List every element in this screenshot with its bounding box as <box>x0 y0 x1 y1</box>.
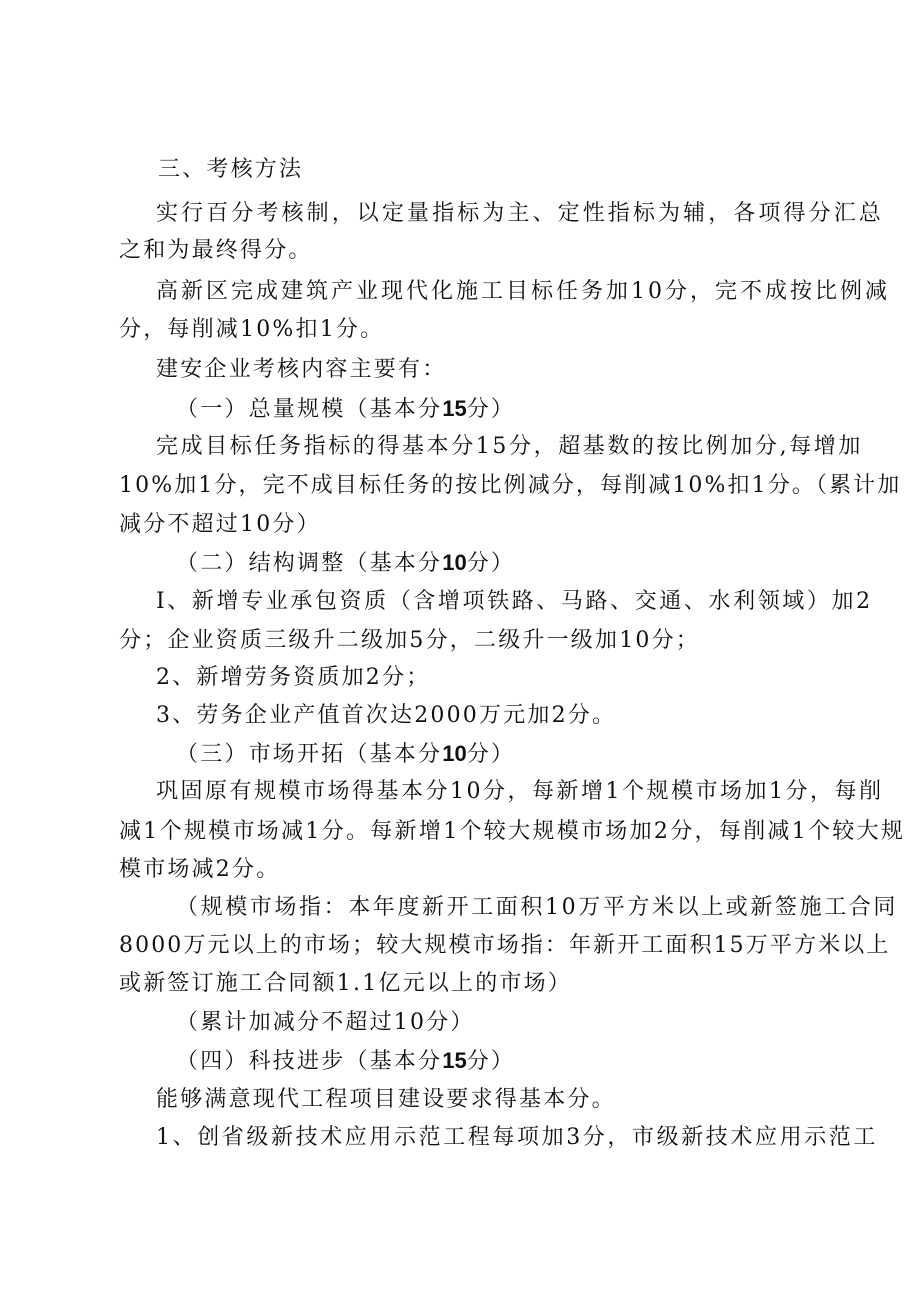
paragraph-line: （累计加减分不超过10分） <box>176 1010 475 1035</box>
subheading-text: （三）市场开拓（基本分 <box>176 742 443 767</box>
paragraph-line: 减分不超过10分） <box>119 512 321 537</box>
section-heading-assessment-method: 三、考核方法 <box>158 157 304 182</box>
paragraph-line: 减1个规模市场减1分。每新增1个较大规模市场加2分，每削减1个较大规 <box>119 819 906 844</box>
paragraph-line: 分；企业资质三级升二级加5分，二级升一级加10分； <box>119 628 700 653</box>
paragraph-line: 8000万元以上的市场；较大规模市场指：年新开工面积15万平方米以上 <box>119 933 891 958</box>
paragraph-line: 建安企业考核内容主要有： <box>156 357 447 382</box>
paragraph-line: 高新区完成建筑产业现代化施工目标任务加10分，完不成按比例减 <box>156 279 890 304</box>
paragraph-line: 能够满意现代工程项目建设要求得基本分。 <box>156 1087 616 1112</box>
paragraph-line: 或新签订施工合同额1.1亿元以上的市场） <box>119 971 572 996</box>
subheading-market-expansion <box>176 739 515 770</box>
subheading-text: 分） <box>466 742 516 767</box>
paragraph-line: 完成目标任务指标的得基本分15分，超基数的按比例加分,每增加 <box>156 434 863 459</box>
base-score: 15 <box>442 396 467 421</box>
subheading-technology-progress <box>176 1046 515 1077</box>
paragraph-line: I、新增专业承包资质（含增项铁路、马路、交通、水利领域）加2 <box>156 589 873 614</box>
base-score: 10 <box>442 550 467 575</box>
paragraph-line: 之和为最终得分。 <box>119 238 313 263</box>
paragraph-line: 2、新增劳务资质加2分； <box>156 665 431 690</box>
base-score: 10 <box>442 741 467 766</box>
paragraph-line: 模市场减2分。 <box>119 857 281 882</box>
subheading-structure-adjustment <box>176 548 515 579</box>
paragraph-line: 实行百分考核制，以定量指标为主、定性指标为辅，各项得分汇总 <box>156 201 884 226</box>
paragraph-line: 3、劳务企业产值首次达2000万元加2分。 <box>156 703 617 728</box>
paragraph-line: 1、创省级新技术应用示范工程每项加3分，市级新技术应用示范工 <box>156 1125 878 1150</box>
paragraph-line: 巩固原有规模市场得基本分10分，每新增1个规模市场加1分，每削 <box>156 779 884 804</box>
paragraph-line: 分，每削减10%扣1分。 <box>119 317 385 342</box>
subheading-text: 分） <box>466 1049 516 1074</box>
subheading-total-scale <box>176 394 515 425</box>
subheading-text: 分） <box>466 397 516 422</box>
subheading-text: （二）结构调整（基本分 <box>176 551 443 576</box>
paragraph-line: （规模市场指：本年度新开工面积10万平方米以上或新签施工合同 <box>176 895 898 920</box>
paragraph-line: 10%加1分，完不成目标任务的按比例减分，每削减10%扣1分。（累计加 <box>119 473 902 498</box>
subheading-text: （一）总量规模（基本分 <box>176 397 443 422</box>
subheading-text: 分） <box>466 551 516 576</box>
base-score: 15 <box>442 1048 467 1073</box>
subheading-text: （四）科技进步（基本分 <box>176 1049 443 1074</box>
